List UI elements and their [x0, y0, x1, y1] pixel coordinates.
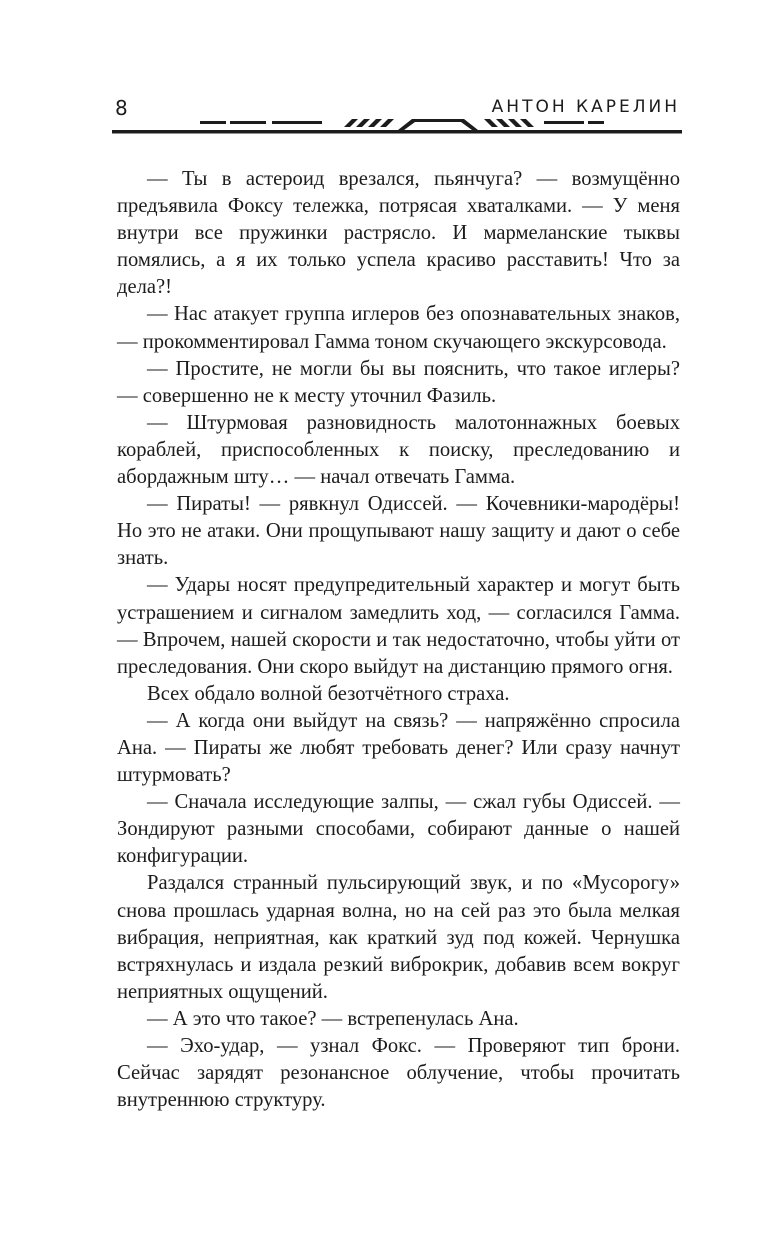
paragraph: — Удары носят предупредительный характер и могут быть устрашением и сигналом замедлить ход, — согласился Гамма. — Впрочем, нашей скорости и так недостаточно, чтобы уйти от преследования. Они скоро выйдут на дистанцию прямого огня. [117, 574, 680, 678]
decorative-header-rule [112, 118, 682, 138]
paragraph: — Ты в астероид врезался, пьянчуга? — возмущённо предъявила Фоксу тележка, потрясая хваталками. — У меня внутри все пружинки растрясло. И мармеланские тыквы помялись, а я их только успела красиво расставить! Что за дела?! [117, 168, 680, 299]
paragraph: — Эхо-удар, — узнал Фокс. — Проверяют тип брони. Сейчас зарядят резонансное облучение, чтобы прочитать внутреннюю структуру. [117, 1035, 680, 1112]
paragraph: — Пираты! — рявкнул Одиссей. — Кочевники-мародёры! Но это не атаки. Они прощупывают нашу защиту и дают о себе знать. [117, 493, 680, 570]
paragraph: — Простите, не могли бы вы пояснить, что такое иглеры? — совершенно не к месту уточнил Фазиль. [117, 357, 680, 407]
chapter-body-text [117, 166, 680, 1114]
paragraph: Всех обдало волной безотчётного страха. [147, 682, 510, 705]
paragraph: — А это что такое? — встрепенулась Ана. [147, 1007, 519, 1030]
paragraph: — А когда они выйдут на связь? — напряжённо спросила Ана. — Пираты же любят требовать денег? Или сразу начнут штурмовать? [117, 709, 680, 787]
running-head-author: АНТОН КАРЕЛИН [491, 97, 680, 117]
paragraph: — Сначала исследующие залпы, — сжал губы Одиссей. — Зондируют разными способами, собирают данные о нашей конфигурации. [117, 791, 680, 868]
paragraph: Раздался странный пульсирующий звук, и по «Мусорогу» снова прошлась ударная волна, но на сей раз это была мелкая вибрация, неприятная, как краткий зуд под кожей. Чернушка встряхнулась и издала резкий виброкрик, добавив всем вокруг неприятных ощущений. [117, 872, 680, 1003]
paragraph: — Штурмовая разновидность малотоннажных боевых кораблей, приспособленных к поиску, преследованию и абордажным шту… — начал отвечать Гамма. [117, 411, 680, 489]
page-number: 8 [115, 96, 129, 120]
paragraph: — Нас атакует группа иглеров без опознавательных знаков, — прокомментировал Гамма тоном скучающего экскурсовода. [117, 303, 680, 353]
